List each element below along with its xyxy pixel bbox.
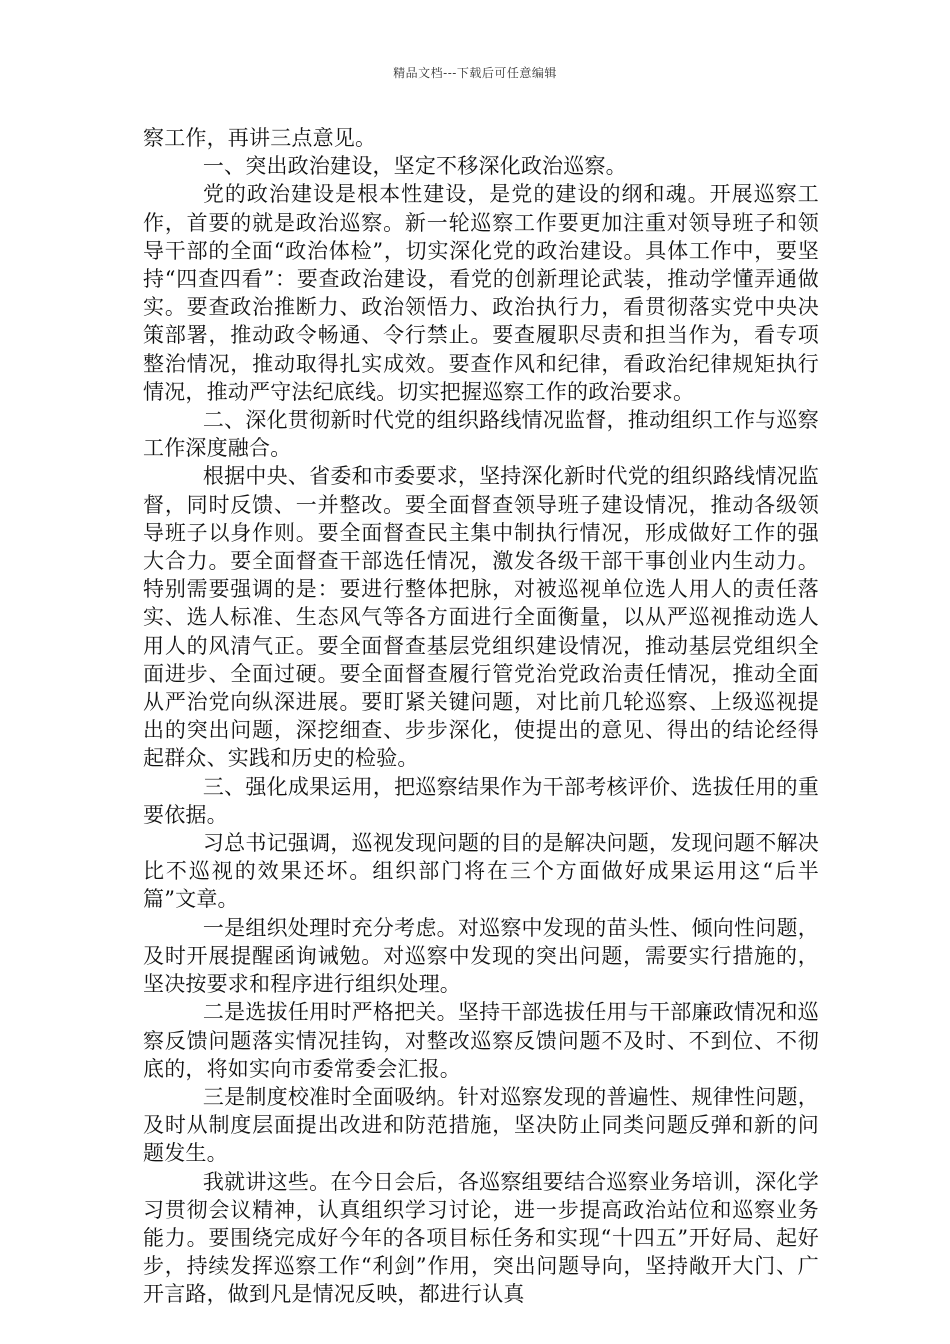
section-heading: 二、深化贯彻新时代党的组织路线情况监督，推动组织工作与巡察工作深度融合。 (143, 408, 819, 461)
paragraph: 根据中央、省委和市委要求，坚持深化新时代党的组织路线情况监督，同时反馈、一并整改。要全面督查领导班子建设情况，推动各级领导班子以身作则。要全面督查民主集中制执行情况，形成做好工作的强大合力。要全面督查干部选任情况，激发各级干部干事创业内生动力。特别需要强调的是：要进行整体把脉，对被巡视单位选人用人的责任落实、选人标准、生态风气等各方面进行全面衡量，以从严巡视推动选人用人的风清气正。要全面督查基层党组织建设情况，推动基层党组织全面进步、全面过硬。要全面督查履行管党治党政治责任情况，推动全面从严治党向纵深进展。要盯紧关键问题，对比前几轮巡察、上级巡视提出的突出问题，深挖细查、步步深化，使提出的意见、得出的结论经得起群众、实践和历史的检验。 (143, 464, 819, 771)
page-header: 精品文档---下载后可任意编辑 (393, 66, 557, 80)
paragraph: 三是制度校准时全面吸纳。针对巡察发现的普遍性、规律性问题，及时从制度层面提出改进和防范措施，坚决防止同类问题反弹和新的问题发生。 (143, 1084, 819, 1166)
paragraph: 习总书记强调，巡视发现问题的目的是解决问题，发现问题不解决比不巡视的效果还坏。组织部门将在三个方面做好成果运用这“后半篇”文章。 (143, 831, 819, 912)
section-heading: 一、突出政治建设，坚定不移深化政治巡察。 (202, 154, 627, 179)
document-body (143, 124, 819, 1309)
paragraph: 我就讲这些。在今日会后，各巡察组要结合巡察业务培训，深化学习贯彻会议精神，认真组织学习讨论，进一步提高政治站位和巡察业务能力。要围绕完成好今年的各项目标任务和实现“十四五”开好局、起好步，持续发挥巡察工作“利剑”作用，突出问题导向，坚持敞开大门、广开言路，做到凡是情况反映，都进行认真 (143, 1169, 819, 1307)
paragraph: 察工作，再讲三点意见。 (143, 126, 377, 150)
paragraph: 二是选拔任用时严格把关。坚持干部选拔任用与干部廉政情况和巡察反馈问题落实情况挂钩，对整改巡察反馈问题不及时、不到位、不彻底的，将如实向市委常委会汇报。 (143, 1000, 819, 1081)
paragraph: 党的政治建设是根本性建设，是党的建设的纲和魂。开展巡察工作，首要的就是政治巡察。新一轮巡察工作要更加注重对领导班子和领导干部的全面“政治体检”，切实深化党的政治建设。具体工作中，要坚持“四查四看”：要查政治建设，看党的创新理论武装，推动学懂弄通做实。要查政治推断力、政治领悟力、政治执行力，看贯彻落实党中央决策部署，推动政令畅通、令行禁止。要查履职尽责和担当作为，看专项整治情况，推动取得扎实成效。要查作风和纪律，看政治纪律规矩执行情况，推动严守法纪底线。切实把握巡察工作的政治要求。 (143, 182, 819, 404)
paragraph: 一是组织处理时充分考虑。对巡察中发现的苗头性、倾向性问题，及时开展提醒函询诫勉。对巡察中发现的突出问题，需要实行措施的，坚决按要求和程序进行组织处理。 (143, 915, 819, 997)
section-heading: 三、强化成果运用，把巡察结果作为干部考核评价、选拔任用的重要依据。 (143, 774, 819, 827)
